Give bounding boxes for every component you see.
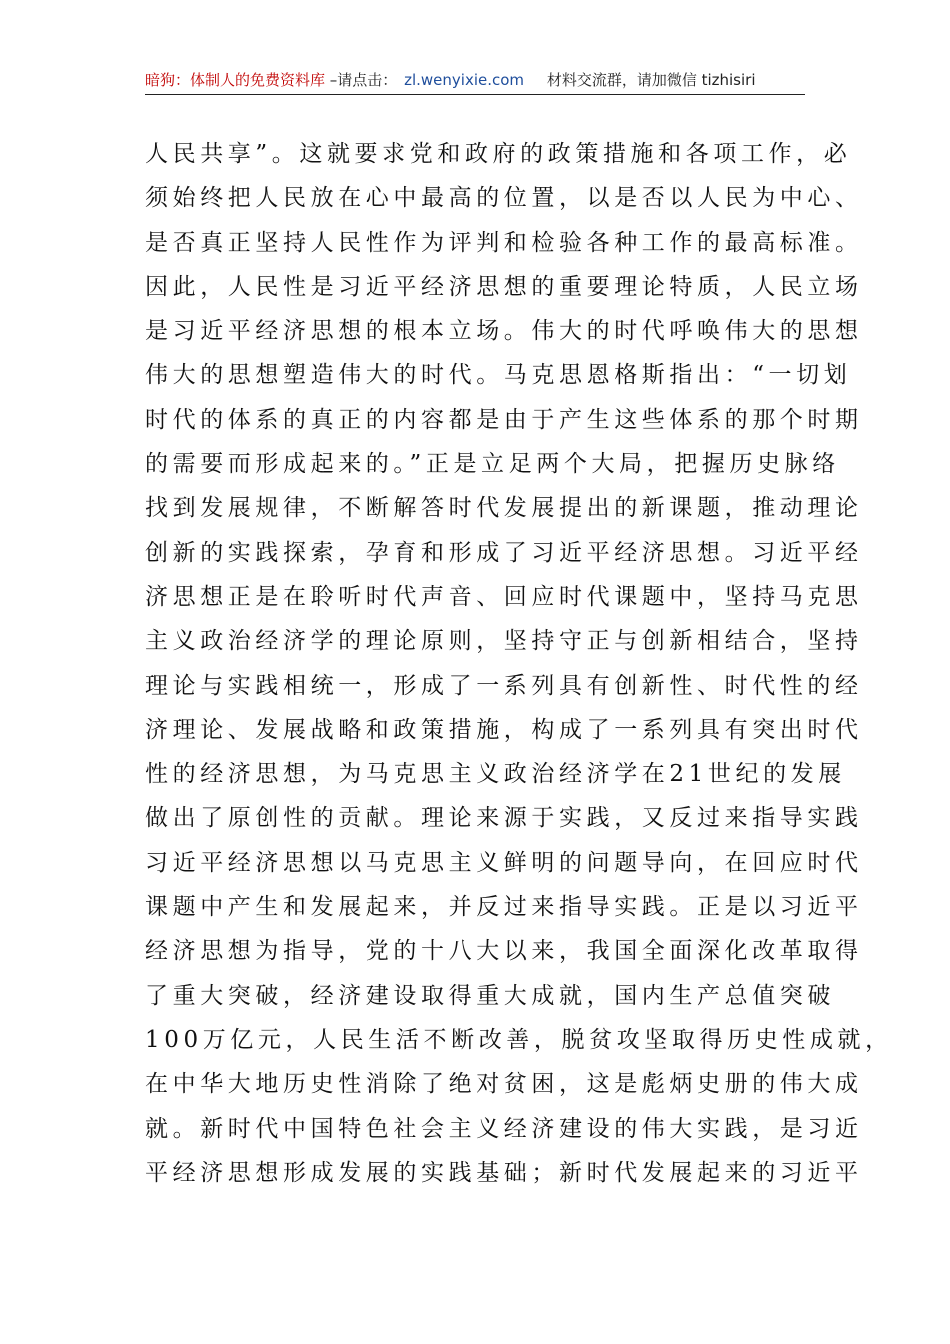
body-line: 主义政治经济学的理论原则，坚持守正与创新相结合，坚持: [145, 628, 863, 655]
body-line: 人民共享”。这就要求党和政府的政策措施和各项工作，必: [145, 141, 852, 167]
body-line: 是习近平经济思想的根本立场。伟大的时代呼唤伟大的思想: [145, 318, 863, 345]
header-site-name: 暗狗：体制人的免费资料库: [145, 71, 326, 89]
body-line: 创新的实践探索，孕育和形成了习近平经济思想。习近平经: [145, 539, 863, 566]
page-header: [145, 66, 805, 95]
body-line: 性的经济思想，为马克思主义政治经济学在21世纪的发展: [145, 761, 846, 788]
header-site-link[interactable]: zl.wenyixie.com: [404, 71, 525, 89]
header-click-prompt: –请点击：: [329, 71, 398, 89]
body-line: 的需要而形成起来的。”正是立足两个大局，把握历史脉络: [145, 451, 840, 478]
body-line: 100万亿元，人民生活不断改善，脱贫攻坚取得历史性成就，: [145, 1026, 893, 1053]
body-line: 须始终把人民放在心中最高的位置，以是否以人民为中心、: [145, 185, 863, 212]
body-line: 了重大突破，经济建设取得重大成就，国内生产总值突破: [145, 982, 835, 1009]
body-line: 是否真正坚持人民性作为评判和检验各种工作的最高标准。: [145, 229, 863, 256]
body-line: 课题中产生和发展起来，并反过来指导实践。正是以习近平: [145, 894, 863, 921]
header-wechat-group-note: 材料交流群，请加微信 tizhisiri: [546, 71, 756, 89]
body-line: 济思想正是在聆听时代声音、回应时代课题中，坚持马克思: [145, 583, 863, 610]
body-line: 在中华大地历史性消除了绝对贫困，这是彪炳史册的伟大成: [145, 1071, 863, 1098]
body-line: 因此，人民性是习近平经济思想的重要理论特质，人民立场: [145, 273, 863, 300]
body-line: 时代的体系的真正的内容都是由于产生这些体系的那个时期: [145, 406, 863, 433]
document-body: [145, 132, 893, 1195]
body-line: 做出了原创性的贡献。理论来源于实践，又反过来指导实践: [145, 805, 863, 832]
body-line: 经济思想为指导，党的十八大以来，我国全面深化改革取得: [145, 938, 863, 965]
body-line: 就。新时代中国特色社会主义经济建设的伟大实践，是习近: [145, 1115, 863, 1142]
body-line: 济理论、发展战略和政策措施，构成了一系列具有突出时代: [145, 716, 863, 743]
body-line: 平经济思想形成发展的实践基础；新时代发展起来的习近平: [145, 1159, 863, 1186]
body-line: 找到发展规律，不断解答时代发展提出的新课题，推动理论: [145, 495, 863, 522]
body-line: 理论与实践相统一，形成了一系列具有创新性、时代性的经: [145, 672, 863, 699]
body-line: 习近平经济思想以马克思主义鲜明的问题导向，在回应时代: [145, 849, 863, 876]
body-line: 伟大的思想塑造伟大的时代。马克思恩格斯指出：“一切划: [145, 362, 852, 389]
